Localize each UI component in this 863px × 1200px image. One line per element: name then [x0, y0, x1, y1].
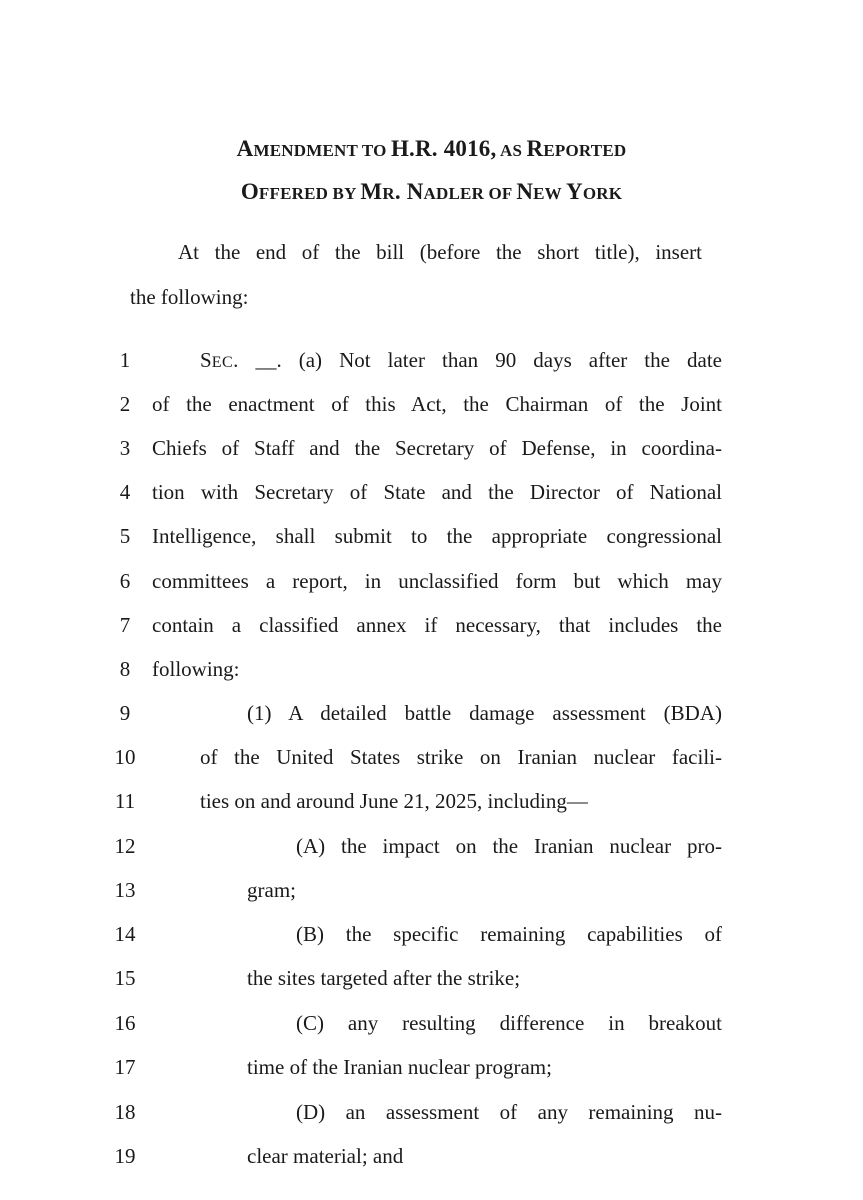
line-number: 18: [114, 1100, 136, 1124]
text-line: committees a report, in unclassified form but which may: [152, 569, 722, 593]
text-line: contain a classified annex if necessary, that includes the: [152, 613, 722, 637]
line-number: 15: [114, 966, 136, 990]
subparagraph-c: (C) any resulting difference in breakout: [296, 1011, 722, 1035]
line-number: 1: [119, 348, 131, 372]
text-line: ties on and around June 21, 2025, including—: [200, 789, 588, 813]
instruction-line-1: At the end of the bill (before the short title), insert: [178, 240, 702, 264]
text-line: of the enactment of this Act, the Chairman of the Joint: [152, 392, 722, 416]
line-number: 7: [119, 613, 131, 637]
line-number: 4: [119, 480, 131, 504]
line-number: 9: [119, 701, 131, 725]
line-number: 8: [119, 657, 131, 681]
text-line: Intelligence, shall submit to the appropriate congressional: [152, 524, 722, 548]
line-number: 2: [119, 392, 131, 416]
offered-by-line: OFFERED BY MR. NADLER OF NEW YORK: [240, 179, 623, 204]
line-number: 5: [119, 524, 131, 548]
amendment-title: AMENDMENT TO H.R. 4016, AS REPORTED: [236, 136, 627, 161]
text-line: the sites targeted after the strike;: [247, 966, 521, 990]
text-line: gram;: [247, 878, 296, 902]
line-number: 16: [114, 1011, 136, 1035]
line-number: 10: [114, 745, 136, 769]
text-line: time of the Iranian nuclear program;: [247, 1055, 552, 1079]
subparagraph-a: (A) the impact on the Iranian nuclear pro-: [296, 834, 722, 858]
line-number: 17: [114, 1055, 136, 1079]
line-number: 6: [119, 569, 131, 593]
instruction-line-2: the following:: [130, 285, 249, 309]
section-heading-line: SEC. __. (a) Not later than 90 days after the date: [200, 348, 722, 372]
line-number: 12: [114, 834, 136, 858]
line-number: 11: [114, 789, 136, 813]
subparagraph-b: (B) the specific remaining capabilities of: [296, 922, 722, 946]
line-number: 14: [114, 922, 136, 946]
text-line: of the United States strike on Iranian nuclear facili-: [200, 745, 722, 769]
text-line: following:: [152, 657, 240, 681]
line-number: 19: [114, 1144, 136, 1168]
line-number: 3: [119, 436, 131, 460]
paragraph-1-heading: (1) A detailed battle damage assessment (BDA): [247, 701, 722, 725]
text-line: clear material; and: [247, 1144, 404, 1168]
text-line: tion with Secretary of State and the Director of National: [152, 480, 722, 504]
text-line: Chiefs of Staff and the Secretary of Defense, in coordina-: [152, 436, 722, 460]
line-number: 13: [114, 878, 136, 902]
subparagraph-d: (D) an assessment of any remaining nu-: [296, 1100, 722, 1124]
